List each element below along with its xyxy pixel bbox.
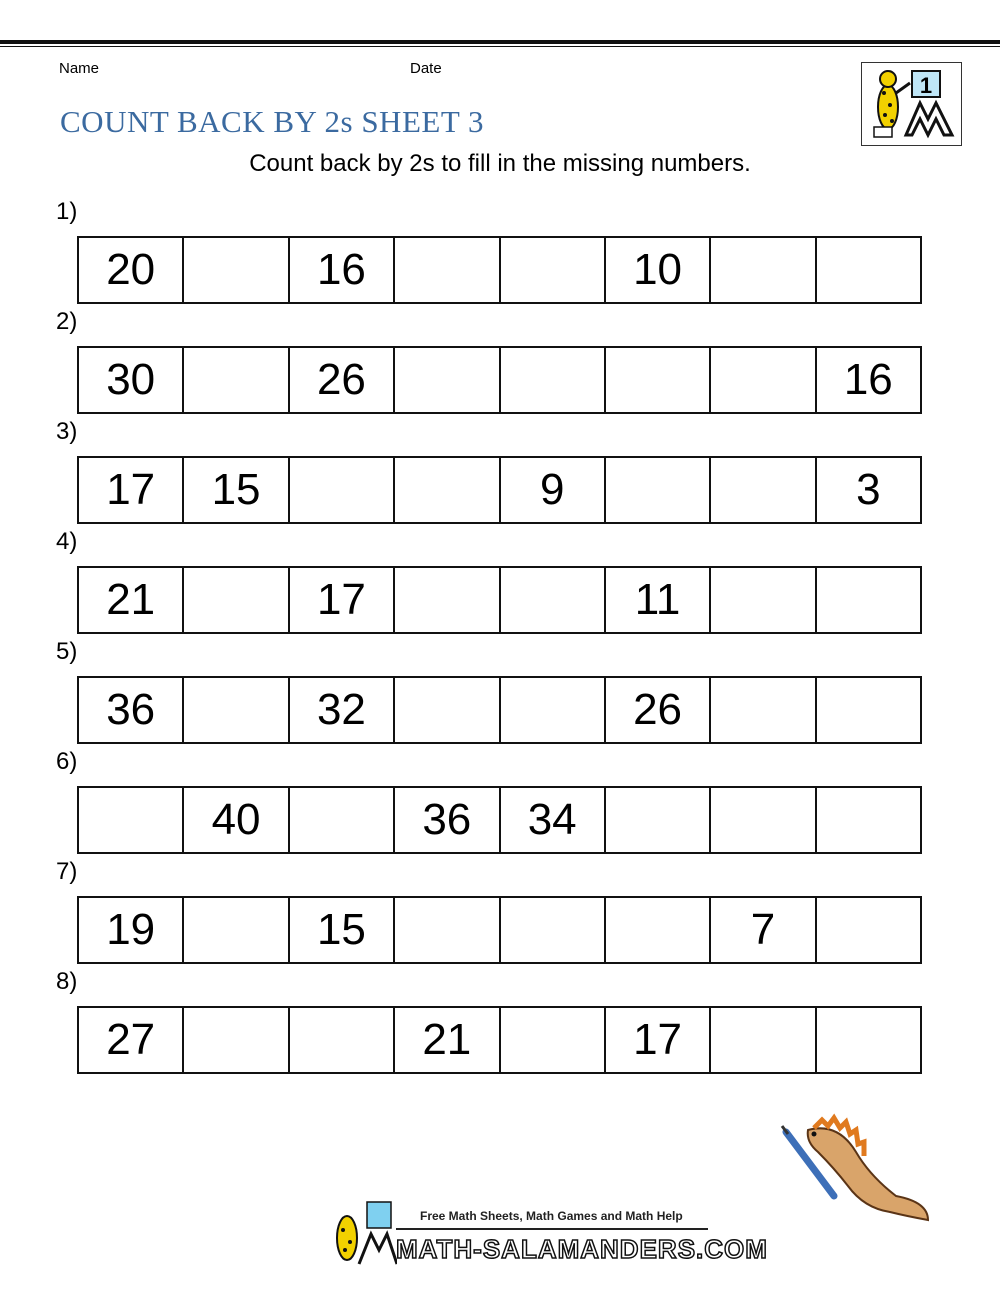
blank-answer-box[interactable]: [711, 568, 816, 632]
blank-answer-box[interactable]: [817, 678, 920, 742]
blank-answer-box[interactable]: [290, 788, 395, 852]
blank-answer-box[interactable]: [711, 678, 816, 742]
given-number-box: 17: [290, 568, 395, 632]
math-salamanders-logo-icon: [861, 62, 962, 146]
blank-answer-box[interactable]: [290, 458, 395, 522]
blank-answer-box[interactable]: [395, 898, 500, 962]
top-rule-thin: [0, 46, 1000, 47]
given-number-box: 32: [290, 678, 395, 742]
question-label: 5): [56, 638, 78, 665]
question-label: 4): [56, 528, 78, 555]
blank-answer-box[interactable]: [184, 568, 289, 632]
given-number-box: 9: [501, 458, 606, 522]
given-number-box: 21: [395, 1008, 500, 1072]
number-sequence-row: [77, 566, 922, 634]
blank-answer-box[interactable]: [501, 898, 606, 962]
given-number-box: 26: [606, 678, 711, 742]
given-number-box: 19: [79, 898, 184, 962]
blank-answer-box[interactable]: [817, 238, 920, 302]
given-number-box: 40: [184, 788, 289, 852]
given-number-box: 27: [79, 1008, 184, 1072]
given-number-box: 21: [79, 568, 184, 632]
number-sequence-row: [77, 236, 922, 304]
blank-answer-box[interactable]: [184, 238, 289, 302]
name-label: Name: [59, 60, 100, 77]
given-number-box: 16: [843, 355, 893, 404]
question-label: 2): [56, 308, 78, 335]
blank-answer-box[interactable]: [395, 348, 500, 412]
blank-answer-box[interactable]: [290, 1008, 395, 1072]
salamander-with-pencil-icon: [778, 1112, 938, 1232]
given-number-box: 10: [606, 238, 711, 302]
blank-answer-box[interactable]: [817, 1008, 920, 1072]
given-number-box: 36: [395, 788, 500, 852]
given-number-box: 7: [711, 898, 816, 962]
number-sequence-row: [77, 1006, 922, 1074]
footer-rule: [396, 1228, 708, 1230]
blank-answer-box[interactable]: [395, 678, 500, 742]
given-number-box: 17: [606, 1008, 711, 1072]
blank-answer-box[interactable]: [395, 568, 500, 632]
instructions: Count back by 2s to fill in the missing numbers.: [249, 150, 751, 177]
given-number-box: 30: [79, 348, 184, 412]
given-number-box: 36: [79, 678, 184, 742]
footer-logo-icon: [325, 1198, 397, 1268]
number-sequence-row: [77, 346, 922, 414]
given-number-box: 17: [79, 458, 184, 522]
question-label: 6): [56, 748, 78, 775]
blank-answer-box[interactable]: [606, 898, 711, 962]
blank-answer-box[interactable]: [606, 348, 711, 412]
blank-answer-box[interactable]: [606, 788, 711, 852]
given-number-box: 15: [290, 898, 395, 962]
given-number-box: 15: [184, 458, 289, 522]
blank-answer-box[interactable]: [501, 348, 606, 412]
number-sequence-row: [77, 456, 922, 524]
blank-answer-box[interactable]: [817, 568, 920, 632]
question-label: 7): [56, 858, 78, 885]
blank-answer-box[interactable]: [501, 1008, 606, 1072]
blank-answer-box[interactable]: [184, 678, 289, 742]
blank-answer-box[interactable]: [395, 458, 500, 522]
date-label: Date: [410, 60, 442, 77]
logo-digit: 1: [919, 73, 933, 98]
given-number-box: 3: [856, 465, 881, 514]
footer-tagline: Free Math Sheets, Math Games and Math Help: [420, 1209, 683, 1223]
blank-answer-box[interactable]: [184, 1008, 289, 1072]
blank-answer-box[interactable]: [395, 238, 500, 302]
number-sequence-row: [77, 896, 922, 964]
number-sequence-row: [77, 786, 922, 854]
number-sequence-row: [77, 676, 922, 744]
blank-answer-box[interactable]: [711, 238, 816, 302]
blank-answer-box[interactable]: [501, 238, 606, 302]
blank-answer-box[interactable]: [711, 1008, 816, 1072]
blank-answer-box[interactable]: [711, 348, 816, 412]
question-label: 8): [56, 968, 78, 995]
blank-answer-box[interactable]: [817, 788, 920, 852]
footer-site-link[interactable]: MATH-SALAMANDERS.COM: [396, 1234, 768, 1264]
given-number-box: 11: [606, 568, 711, 632]
blank-answer-box[interactable]: [711, 788, 816, 852]
blank-answer-box[interactable]: [606, 458, 711, 522]
given-number-box: 34: [501, 788, 606, 852]
given-number-box: 26: [290, 348, 395, 412]
given-number-box: 20: [79, 238, 184, 302]
blank-answer-box[interactable]: [711, 458, 816, 522]
blank-answer-box[interactable]: [79, 788, 184, 852]
blank-answer-box[interactable]: [501, 678, 606, 742]
page-title: COUNT BACK BY 2s SHEET 3: [60, 104, 484, 139]
question-label: 3): [56, 418, 78, 445]
blank-answer-box[interactable]: [501, 568, 606, 632]
question-label: 1): [56, 198, 78, 225]
given-number-box: 16: [290, 238, 395, 302]
top-rule: [0, 40, 1000, 44]
blank-answer-box[interactable]: [184, 898, 289, 962]
blank-answer-box[interactable]: [184, 348, 289, 412]
blank-answer-box[interactable]: [817, 898, 920, 962]
